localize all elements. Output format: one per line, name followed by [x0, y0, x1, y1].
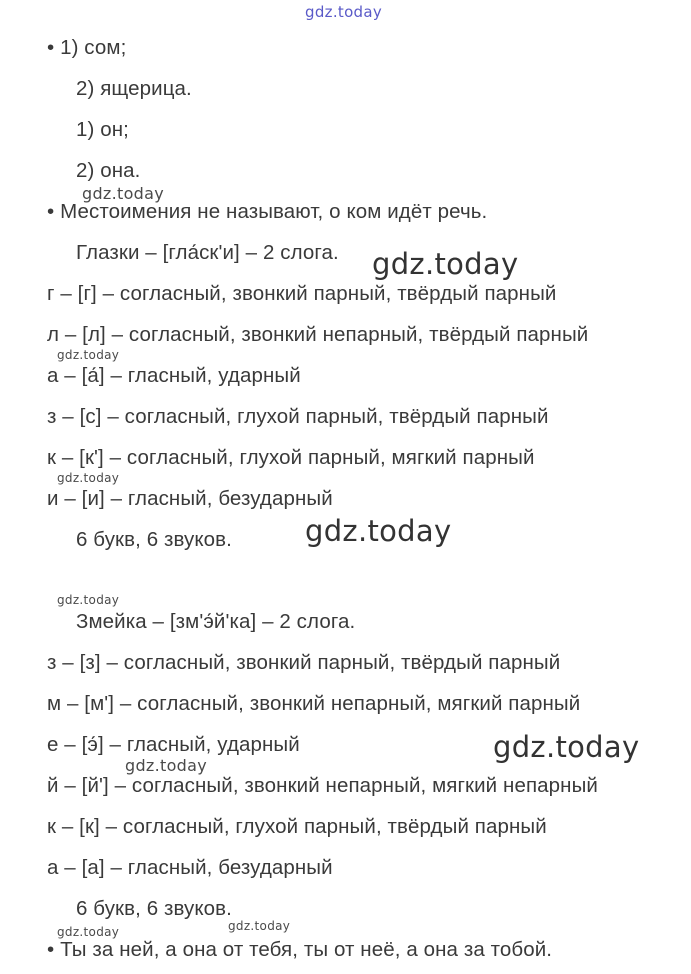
- sound-analysis-line: и – [и] – гласный, безударный: [47, 487, 333, 510]
- sound-analysis-line: г – [г] – согласный, звонкий парный, твёрдый парный: [47, 282, 557, 305]
- sound-analysis-line: а – [а] – гласный, безударный: [47, 856, 333, 879]
- sound-analysis-line: е – [э́] – гласный, ударный: [47, 733, 300, 756]
- sound-analysis-line: а – [а́] – гласный, ударный: [47, 364, 301, 387]
- watermark: gdz.today: [372, 247, 519, 281]
- word-analysis-header: Змейка – [зм'э́й'ка] – 2 слога.: [76, 610, 356, 633]
- watermark: gdz.today: [305, 3, 383, 21]
- watermark: gdz.today: [125, 756, 207, 775]
- watermark: gdz.today: [57, 593, 120, 607]
- watermark: gdz.today: [493, 730, 640, 764]
- watermark: gdz.today: [305, 514, 452, 548]
- sound-analysis-line: й – [й'] – согласный, звонкий непарный, мягкий непарный: [47, 774, 598, 797]
- answer-bullet-3: • Ты за ней, а она от тебя, ты от неё, а она за тобой.: [47, 938, 553, 961]
- watermark: gdz.today: [82, 184, 164, 203]
- watermark: gdz.today: [228, 919, 291, 933]
- answer-line: 2) она.: [76, 159, 141, 182]
- sound-analysis-line: к – [к'] – согласный, глухой парный, мягкий парный: [47, 446, 535, 469]
- watermark: gdz.today: [57, 348, 120, 362]
- letters-sounds-count: 6 букв, 6 звуков.: [76, 528, 232, 551]
- answer-bullet-1: • 1) сом;: [47, 36, 127, 59]
- answer-line: 2) ящерица.: [76, 77, 192, 100]
- answer-bullet-2: • Местоимения не называют, о ком идёт речь.: [47, 200, 488, 223]
- sound-analysis-line: м – [м'] – согласный, звонкий непарный, мягкий парный: [47, 692, 581, 715]
- sound-analysis-line: л – [л] – согласный, звонкий непарный, твёрдый парный: [47, 323, 589, 346]
- word-analysis-header: Глазки – [гла́ск'и] – 2 слога.: [76, 241, 339, 264]
- sound-analysis-line: з – [с] – согласный, глухой парный, твёрдый парный: [47, 405, 549, 428]
- answer-line: 1) он;: [76, 118, 129, 141]
- watermark: gdz.today: [57, 925, 120, 939]
- sound-analysis-line: з – [з] – согласный, звонкий парный, твёрдый парный: [47, 651, 561, 674]
- watermark: gdz.today: [57, 471, 120, 485]
- sound-analysis-line: к – [к] – согласный, глухой парный, твёрдый парный: [47, 815, 547, 838]
- letters-sounds-count: 6 букв, 6 звуков.: [76, 897, 232, 920]
